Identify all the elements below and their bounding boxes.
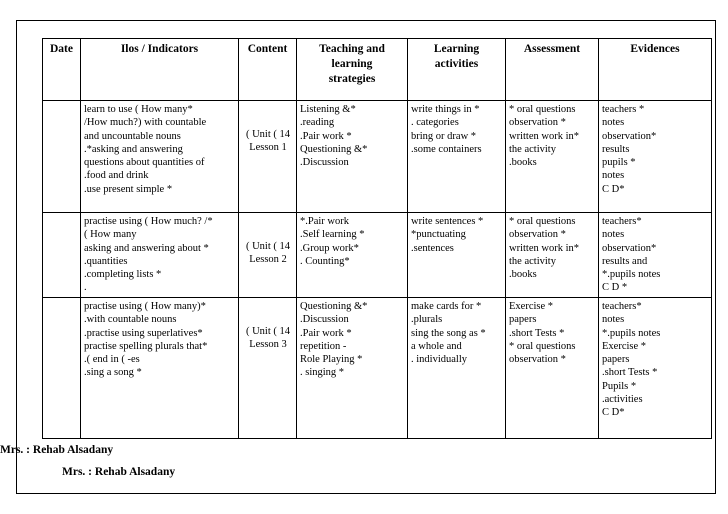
cell-evidences: [599, 298, 712, 439]
cell-teaching: [297, 101, 408, 213]
assessment-line: papers: [509, 314, 537, 326]
evidences-line: Pupils *: [602, 380, 637, 392]
ilos-line: .sing a song *: [84, 367, 142, 379]
evidences-line: notes: [602, 170, 625, 182]
evidences-line: C D *: [602, 282, 628, 294]
cell-learning: [408, 298, 506, 439]
learning-line: a whole and: [411, 340, 462, 352]
teaching-line: .Self learning *: [300, 229, 365, 241]
assessment-line: .books: [509, 157, 537, 169]
assessment-line: written work in*: [509, 130, 579, 142]
ilos-line: questions about quantities of: [84, 157, 205, 169]
cell-ilos: [81, 298, 239, 439]
learning-line: .some containers: [411, 143, 482, 155]
header-teaching: Teaching and learning strategies: [297, 39, 408, 101]
cell-evidences: [599, 101, 712, 213]
cell-assessment: [506, 101, 599, 213]
cell-assessment: [506, 213, 599, 298]
learning-line: . individually: [411, 354, 467, 366]
teaching-line: Role Playing *: [300, 354, 363, 366]
assessment-line: Exercise *: [509, 301, 554, 312]
ilos-line: learn to use ( How many*: [84, 104, 193, 115]
evidences-line: teachers *: [602, 104, 645, 115]
cell-assessment: [506, 298, 599, 439]
signature-outside: Mrs. : Rehab Alsadany: [0, 444, 114, 456]
teaching-line: Questioning &*: [300, 143, 368, 155]
ilos-line: .practise using superlatives*: [84, 327, 203, 339]
evidences-line: pupils *: [602, 157, 636, 169]
learning-line: *punctuating: [411, 229, 466, 241]
header-learning: Learning activities: [408, 39, 506, 101]
ilos-line: practise using ( How much? /*: [84, 216, 213, 227]
table-row: [43, 298, 712, 439]
evidences-line: C D*: [602, 407, 625, 419]
cell-content: [239, 298, 297, 439]
teaching-line: .reading: [300, 117, 335, 129]
assessment-line: the activity: [509, 143, 556, 155]
evidences-line: notes: [602, 229, 625, 241]
header-evidences: Evidences: [599, 39, 712, 101]
cell-date: [43, 298, 81, 439]
evidences-line: observation*: [602, 242, 657, 254]
assessment-line: * oral questions: [509, 104, 576, 115]
header-date: Date: [43, 39, 81, 101]
evidences-line: Exercise *: [602, 340, 647, 352]
content-line: Lesson 3: [249, 339, 287, 351]
ilos-line: practise spelling plurals that*: [84, 340, 208, 352]
ilos-line: .( end in ( -es: [84, 354, 140, 366]
assessment-line: * oral questions: [509, 216, 576, 227]
assessment-line: .short Tests *: [509, 327, 565, 339]
assessment-line: observation *: [509, 229, 566, 241]
teaching-line: .Discussion: [300, 157, 349, 169]
assessment-line: the activity: [509, 255, 556, 267]
signature-inside: Mrs. : Rehab Alsadany: [62, 466, 176, 478]
header-assessment: Assessment: [506, 39, 599, 101]
lesson-plan-table: [42, 38, 712, 439]
evidences-line: teachers*: [602, 216, 642, 227]
assessment-line: written work in*: [509, 242, 579, 254]
cell-content: [239, 101, 297, 213]
ilos-line: .completing lists *: [84, 269, 162, 281]
cell-date: [43, 213, 81, 298]
evidences-line: observation*: [602, 130, 657, 142]
ilos-line: .: [84, 282, 87, 294]
evidences-line: *.pupils notes: [602, 327, 661, 339]
ilos-line: .with countable nouns: [84, 314, 177, 326]
content-line: ( Unit ( 14: [245, 326, 291, 337]
cell-teaching: [297, 298, 408, 439]
learning-line: write sentences *: [411, 216, 484, 227]
teaching-line: Listening &*: [300, 104, 356, 115]
content-line: ( Unit ( 14: [245, 129, 291, 140]
evidences-line: *.pupils notes: [602, 269, 661, 281]
cell-content: [239, 213, 297, 298]
evidences-line: C D*: [602, 183, 625, 195]
learning-line: .plurals: [411, 314, 443, 326]
teaching-line: . Counting*: [300, 255, 350, 267]
content-line: ( Unit ( 14: [245, 241, 291, 252]
ilos-line: and uncountable nouns: [84, 130, 181, 142]
evidences-line: results: [602, 143, 630, 155]
evidences-line: teachers*: [602, 301, 642, 312]
teaching-line: repetition -: [300, 340, 347, 352]
content-line: Lesson 2: [249, 254, 287, 266]
evidences-line: papers: [602, 354, 630, 366]
ilos-line: practise using ( How many)*: [84, 301, 206, 312]
learning-line: make cards for *: [411, 301, 482, 312]
content-line: Lesson 1: [249, 142, 287, 154]
teaching-line: .Discussion: [300, 314, 349, 326]
header-row: [43, 39, 712, 101]
evidences-line: .short Tests *: [602, 367, 658, 379]
table-row: [43, 101, 712, 213]
header-content: Content: [239, 39, 297, 101]
teaching-line: .Pair work *: [300, 130, 352, 142]
cell-teaching: [297, 213, 408, 298]
ilos-line: /How much?) with countable: [84, 117, 207, 129]
assessment-line: .books: [509, 269, 537, 281]
teaching-line: . singing *: [300, 367, 345, 379]
ilos-line: ( How many: [84, 229, 137, 241]
table-row: [43, 213, 712, 298]
learning-line: sing the song as *: [411, 327, 486, 339]
learning-line: .sentences: [411, 242, 454, 254]
ilos-line: asking and answering about *: [84, 242, 209, 254]
evidences-line: results and: [602, 255, 648, 267]
ilos-line: .food and drink: [84, 170, 149, 182]
ilos-line: .use present simple *: [84, 183, 173, 195]
assessment-line: * oral questions: [509, 340, 576, 352]
cell-date: [43, 101, 81, 213]
teaching-line: .Group work*: [300, 242, 359, 254]
ilos-line: .quantities: [84, 255, 128, 267]
evidences-line: .activities: [602, 394, 643, 406]
header-ilos: Ilos / Indicators: [81, 39, 239, 101]
cell-ilos: [81, 213, 239, 298]
teaching-line: Questioning &*: [300, 301, 368, 312]
assessment-line: observation *: [509, 117, 566, 129]
assessment-line: observation *: [509, 354, 566, 366]
ilos-line: .*asking and answering: [84, 143, 183, 155]
learning-line: bring or draw *: [411, 130, 477, 142]
cell-learning: [408, 213, 506, 298]
evidences-line: notes: [602, 117, 625, 129]
teaching-line: *.Pair work: [300, 216, 349, 227]
learning-line: write things in *: [411, 104, 480, 115]
evidences-line: notes: [602, 314, 625, 326]
learning-line: . categories: [411, 117, 459, 129]
teaching-line: .Pair work *: [300, 327, 352, 339]
cell-ilos: [81, 101, 239, 213]
cell-evidences: [599, 213, 712, 298]
cell-learning: [408, 101, 506, 213]
